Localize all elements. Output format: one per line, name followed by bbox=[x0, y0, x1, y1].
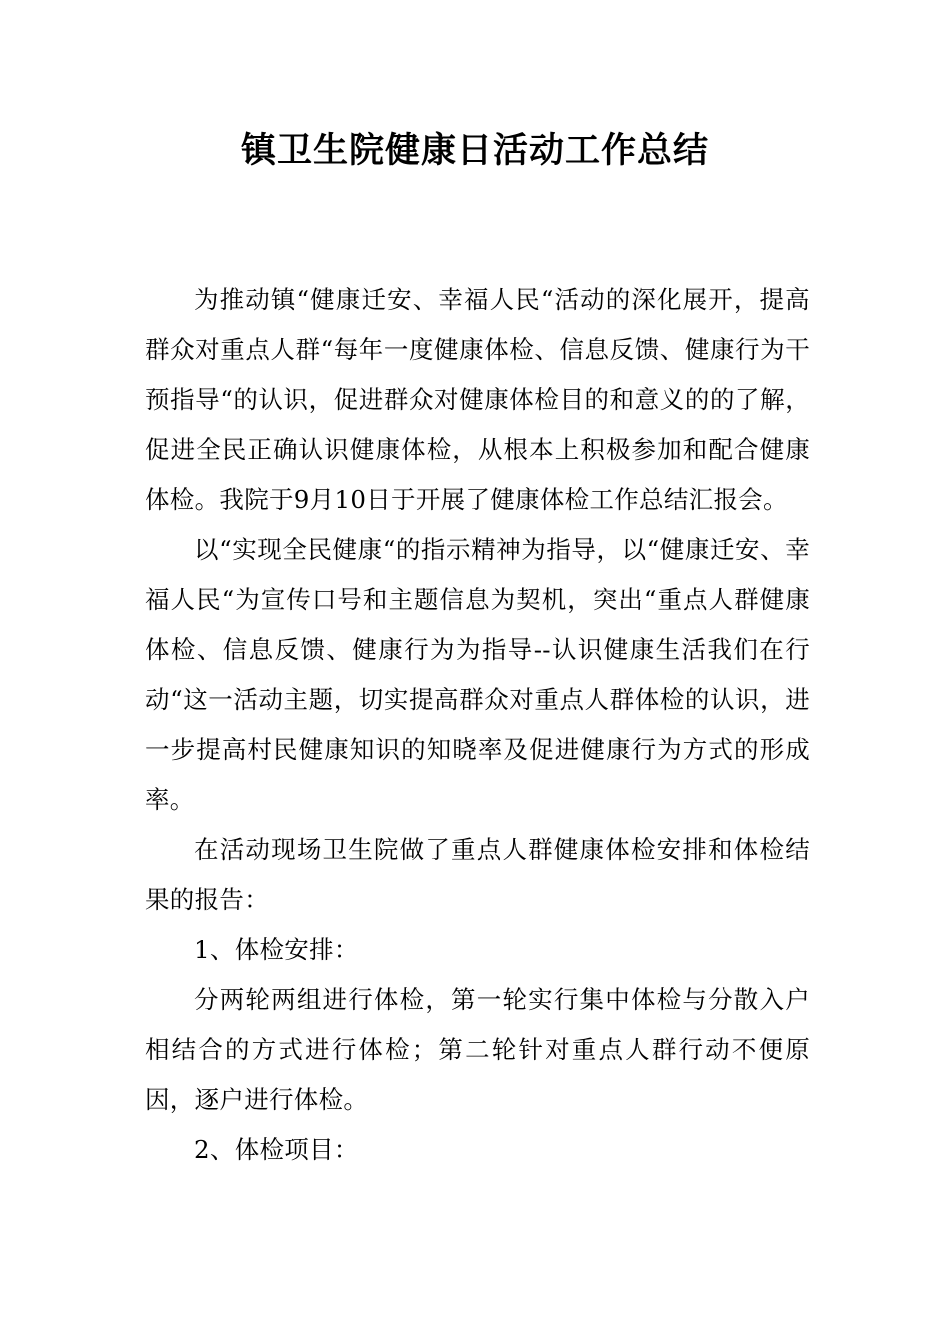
document-title: 镇卫生院健康日活动工作总结 bbox=[240, 131, 709, 171]
paragraph-intro: 为推动镇“健康迁安、幸福人民“活动的深化展开，提高群众对重点人群“每年一度健康体检、信息反馈、健康行为干预指导“的认识，促进群众对健康体检目的和意义的的了解，促进全民正确认识健康体检，从根本上积极参加和配合健康体检。我院于9月10日于开展了健康体检工作总结汇报会。 bbox=[145, 285, 810, 514]
paragraph-guidance: 以“实现全民健康“的指示精神为指导，以“健康迁安、幸福人民“为宣传口号和主题信息为契机，突出“重点人群健康体检、信息反馈、健康行为为指导--认识健康生活我们在行动“这一活动主题，切实提高群众对重点人群体检的认识，进一步提高村民健康知识的知晓率及促进健康行为方式的形成率。 bbox=[145, 535, 810, 814]
document-body bbox=[145, 275, 810, 1175]
paragraph-arrangement: 分两轮两组进行体检，第一轮实行集中体检与分散入户相结合的方式进行体检；第二轮针对重点人群行动不便原因，逐户进行体检。 bbox=[145, 985, 810, 1114]
section-heading-items: 2、体检项目： bbox=[194, 1135, 359, 1164]
paragraph-report: 在活动现场卫生院做了重点人群健康体检安排和体检结果的报告： bbox=[145, 835, 810, 914]
section-heading-arrangement: 1、体检安排： bbox=[194, 935, 359, 964]
